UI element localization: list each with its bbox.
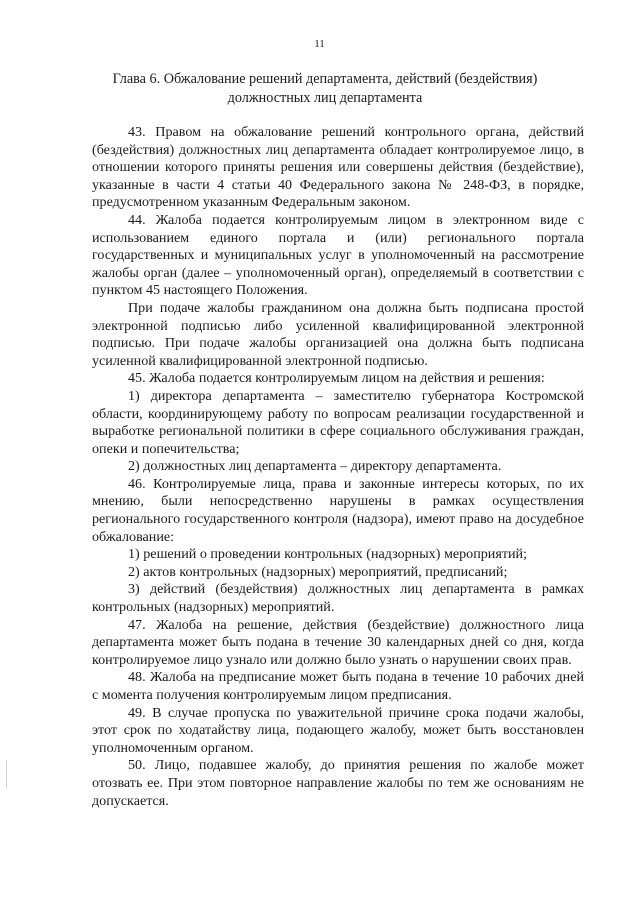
paragraph-46-item-1: 1) решений о проведении контрольных (надзорных) мероприятий; (128, 546, 527, 563)
page-number: 11 (314, 38, 325, 50)
paragraph-49: 49. В случае пропуска по уважительной причине срока подачи жалобы, этот срок по ходатайству лица, подающего жалобу, может быть восстановлен уполномоченным органом. (92, 704, 584, 756)
chapter-title (90, 70, 560, 108)
scan-artifact (6, 760, 7, 788)
paragraph-45-item-1: 1) директора департамента – заместителю губернатора Костромской области, координирующему работу по вопросам реализации государственной и выработке региональной политики в сфере социального обслуживания граждан, опеки и попечительства; (92, 387, 584, 457)
paragraph-44: 44. Жалоба подается контролируемым лицом в электронном виде с использованием единого портала и (или) регионального портала государственных и муниципальных услуг в уполномоченный на рассмотрение жалобы орган (далее – уполномоченный орган), определяемый в соответствии с пунктом 45 настоящего Положения. (92, 211, 584, 299)
paragraph-45-item-2: 2) должностных лиц департамента – директору департамента. (128, 458, 502, 475)
chapter-title-line-1: Глава 6. Обжалование решений департамента, действий (бездействия) (112, 71, 538, 87)
paragraph-45: 45. Жалоба подается контролируемым лицом на действия и решения: (128, 370, 545, 387)
paragraph-46: 46. Контролируемые лица, права и законные интересы которых, по их мнению, были непосредственно нарушены в рамках осуществления регионального государственного контроля (надзора), имеют право на досудебное обжалование: (92, 475, 584, 545)
document-body (92, 124, 584, 810)
paragraph-48: 48. Жалоба на предписание может быть подана в течение 10 рабочих дней с момента получения контролируемым лицом предписания. (92, 669, 584, 703)
paragraph-47: 47. Жалоба на решение, действия (бездействие) должностного лица департамента может быть подана в течение 30 календарных дней со дня, когда контролируемое лицо узнало или должно было узнать о нарушении своих прав. (92, 616, 584, 668)
chapter-title-line-2: должностных лиц департамента (227, 90, 423, 106)
paragraph-50: 50. Лицо, подавшее жалобу, до принятия решения по жалобе может отозвать ее. При этом повторное направление жалобы по тем же основаниям не допускается. (92, 757, 584, 809)
paragraph-46-item-3: 3) действий (бездействия) должностных лиц департамента в рамках контрольных (надзорных) мероприятий. (92, 581, 584, 616)
paragraph-43: 43. Правом на обжалование решений контрольного органа, действий (бездействия) должностных лиц департамента обладает контролируемое лицо, в отношении которого приняты решения или совершены действия (бездействие), указанные в части 4 статьи 40 Федерального закона № 248-ФЗ, в порядке, предусмотренном указанным Федеральным законом. (92, 124, 584, 211)
paragraph-46-item-2: 2) актов контрольных (надзорных) мероприятий, предписаний; (128, 563, 508, 580)
paragraph-signature-requirements: При подаче жалобы гражданином она должна быть подписана простой электронной подписью либо усиленной квалифицированной электронной подписью. При подаче жалобы организацией она должна быть подписана усиленной квалифицированной электронной подписью. (92, 299, 584, 369)
